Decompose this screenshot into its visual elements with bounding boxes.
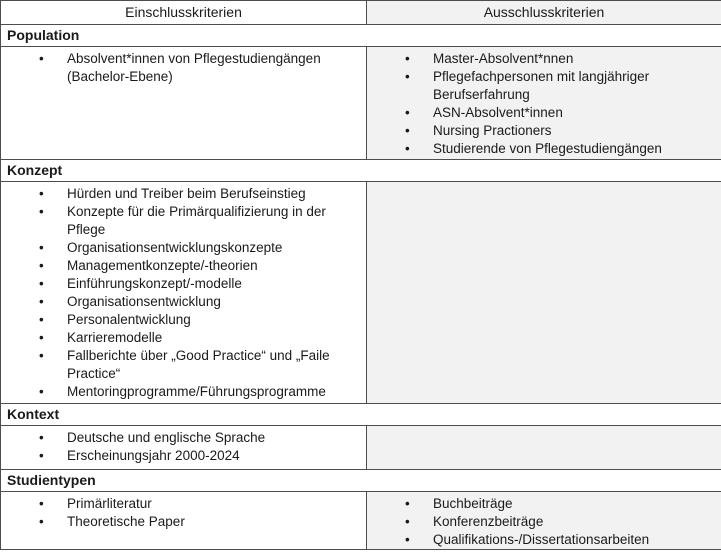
list-item: [367, 513, 721, 531]
bullet-icon: •: [39, 204, 44, 219]
exclusion-list: [367, 492, 721, 549]
bullet-icon: •: [39, 514, 44, 529]
bullet-icon: •: [39, 240, 44, 255]
list-item: [1, 203, 366, 239]
list-item: [1, 495, 366, 513]
list-item: [367, 531, 721, 549]
item-text: Buchbeiträge: [433, 496, 513, 511]
list-item: [1, 311, 366, 329]
bullet-icon: •: [39, 186, 44, 201]
item-text: Personalentwicklung: [67, 312, 191, 327]
item-text: Mentoringprogramme/Führungsprogramme: [67, 384, 326, 399]
bullet-icon: •: [39, 330, 44, 345]
item-text: Konzepte für die Primärqualifizierung in der Pflege: [67, 204, 326, 237]
bullet-icon: •: [39, 312, 44, 327]
list-item: [367, 140, 721, 158]
item-text: Organisationsentwicklung: [67, 294, 221, 309]
exclusion-header: Ausschlusskriterien: [367, 1, 721, 25]
criteria-row-studientypen: [1, 492, 721, 550]
item-text: Organisationsentwicklungskonzepte: [67, 240, 283, 255]
bullet-icon: •: [39, 384, 44, 399]
list-item: [1, 257, 366, 275]
section-row-population: [1, 25, 721, 47]
list-item: [367, 495, 721, 513]
item-text: Primärliteratur: [67, 496, 152, 511]
inclusion-cell: [1, 182, 367, 404]
criteria-row-population: [1, 47, 721, 160]
list-item: [1, 185, 366, 203]
bullet-icon: •: [39, 51, 44, 66]
list-item: [1, 383, 366, 401]
bullet-icon: •: [39, 276, 44, 291]
inclusion-header: Einschlusskriterien: [1, 1, 367, 25]
item-text: Theoretische Paper: [67, 514, 185, 529]
list-item: [367, 122, 721, 140]
bullet-icon: •: [405, 105, 410, 120]
section-title: Population: [1, 25, 721, 47]
criteria-row-konzept: [1, 182, 721, 404]
item-text: Qualifikations-/Dissertationsarbeiten: [433, 532, 650, 547]
exclusion-cell: [367, 426, 721, 470]
list-item: [1, 293, 366, 311]
item-text: ASN-Absolvent*innen: [433, 105, 563, 120]
list-item: [1, 447, 366, 465]
criteria-row-kontext: [1, 426, 721, 470]
bullet-icon: •: [39, 496, 44, 511]
exclusion-cell: [367, 47, 721, 160]
exclusion-list: [367, 47, 721, 158]
bullet-icon: •: [405, 496, 410, 511]
section-title: Kontext: [1, 404, 721, 426]
bullet-icon: •: [39, 348, 44, 363]
item-text: Konferenzbeiträge: [433, 514, 544, 529]
bullet-icon: •: [405, 123, 410, 138]
list-item: [1, 347, 366, 383]
bullet-icon: •: [39, 294, 44, 309]
list-item: [367, 104, 721, 122]
item-text: Erscheinungsjahr 2000-2024: [67, 448, 240, 463]
bullet-icon: •: [405, 69, 410, 84]
item-text: Fallberichte über „Good Practice“ und „Faile Practice“: [67, 348, 330, 381]
exclusion-cell: [367, 182, 721, 404]
list-item: [1, 513, 366, 531]
item-text: Hürden und Treiber beim Berufseinstieg: [67, 186, 306, 201]
bullet-icon: •: [39, 430, 44, 445]
inclusion-list: [1, 47, 366, 86]
inclusion-list: [1, 182, 366, 401]
item-text: Master-Absolvent*nnen: [433, 51, 574, 66]
bullet-icon: •: [405, 141, 410, 156]
bullet-icon: •: [39, 258, 44, 273]
bullet-icon: •: [405, 514, 410, 529]
item-text: Absolvent*innen von Pflegestudiengängen (Bachelor-Ebene): [67, 51, 321, 84]
item-text: Pflegefachpersonen mit langjähriger Berufserfahrung: [433, 69, 650, 102]
list-item: [1, 50, 366, 86]
inclusion-cell: [1, 426, 367, 470]
section-row-studientypen: [1, 470, 721, 492]
list-item: [1, 239, 366, 257]
item-text: Karrieremodelle: [67, 330, 163, 345]
bullet-icon: •: [405, 51, 410, 66]
bullet-icon: •: [405, 532, 410, 547]
section-title: Konzept: [1, 160, 721, 182]
inclusion-cell: [1, 47, 367, 160]
section-row-konzept: [1, 160, 721, 182]
bullet-icon: •: [39, 448, 44, 463]
list-item: [1, 429, 366, 447]
section-row-kontext: [1, 404, 721, 426]
exclusion-cell: [367, 492, 721, 550]
list-item: [367, 50, 721, 68]
item-text: Deutsche und englische Sprache: [67, 430, 266, 445]
header-row: [1, 1, 721, 25]
item-text: Studierende von Pflegestudiengängen: [433, 141, 662, 156]
inclusion-list: [1, 426, 366, 465]
inclusion-list: [1, 492, 366, 531]
item-text: Einführungskonzept/-modelle: [67, 276, 242, 291]
inclusion-cell: [1, 492, 367, 550]
list-item: [367, 68, 721, 104]
item-text: Managementkonzepte/-theorien: [67, 258, 258, 273]
item-text: Nursing Practioners: [433, 123, 552, 138]
section-title: Studientypen: [1, 470, 721, 492]
list-item: [1, 329, 366, 347]
list-item: [1, 275, 366, 293]
